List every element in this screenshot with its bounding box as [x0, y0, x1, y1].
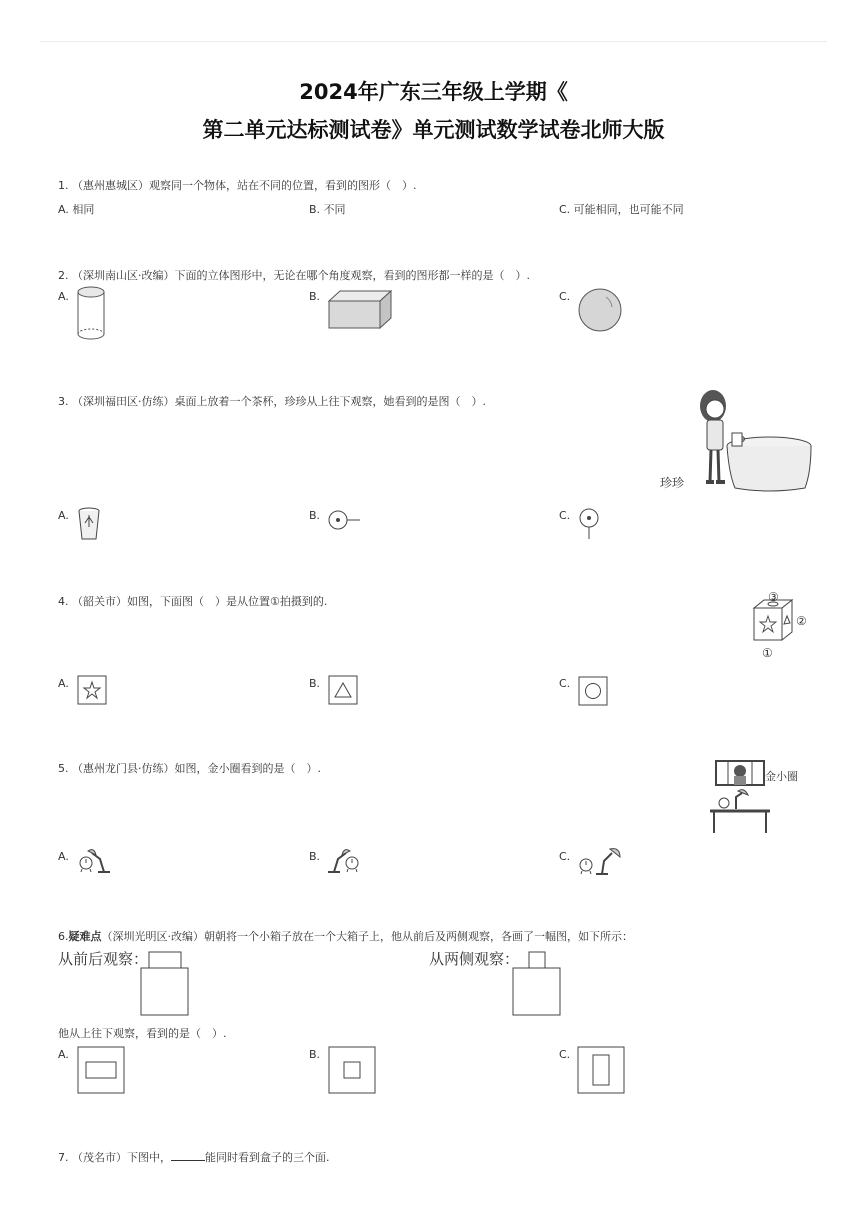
question-3-text: 3. （深圳福田区·仿练）桌面上放着一个茶杯，珍珍从上往下观察，她看到的是图（ ）.: [58, 395, 486, 408]
page-title-line-2: 第二单元达标测试卷》单元测试数学试卷北师大版: [202, 118, 665, 142]
q5-option-b[interactable]: B.: [309, 850, 321, 863]
q6-option-a[interactable]: A.: [58, 1048, 69, 1061]
cuboid-figure: [326, 287, 394, 331]
sphere-figure: [576, 287, 624, 333]
top-divider: [40, 41, 827, 42]
question-6-text: [58, 928, 633, 944]
top-view-small-square-figure: [328, 1046, 376, 1094]
star-in-square-figure: [77, 675, 107, 705]
teacup-top-view-handle-down-figure: [576, 505, 602, 545]
teacup-side-view-figure: [76, 503, 102, 543]
circle-in-square-figure: [578, 676, 608, 706]
position-1-label: ①: [762, 646, 773, 660]
q3-option-c[interactable]: C.: [559, 509, 571, 522]
top-view-wide-rectangle-figure: [77, 1046, 125, 1094]
q2-option-a[interactable]: A.: [58, 290, 69, 303]
q1-option-a[interactable]: A. 相同: [58, 203, 95, 216]
q6-option-c[interactable]: C.: [559, 1048, 571, 1061]
observer-name-label: 金小圈: [765, 770, 798, 783]
q5-option-a[interactable]: A.: [58, 850, 69, 863]
q1-option-c[interactable]: C. 可能相同，也可能不同: [559, 203, 684, 216]
cylinder-figure: [74, 284, 108, 344]
question-6-subquestion: 他从上往下观察，看到的是（ ）.: [58, 1027, 227, 1040]
question-7-suffix: 能同时看到盒子的三个面.: [205, 1151, 330, 1164]
q1-option-b[interactable]: B. 不同: [309, 203, 346, 216]
page-title-line-1: 2024年广东三年级上学期《: [299, 80, 568, 104]
position-3-label: ③: [768, 590, 779, 604]
question-2-text: 2. （深圳南山区·改编）下面的立体图形中，无论在哪个角度观察，看到的图形都一样的是（ ）.: [58, 269, 530, 282]
q3-option-b[interactable]: B.: [309, 509, 321, 522]
q5-option-c[interactable]: C.: [559, 850, 571, 863]
question-7-prefix: 7. （茂名市）下图中，: [58, 1151, 171, 1164]
q4-option-a[interactable]: A.: [58, 677, 69, 690]
question-4-text: 4. （韶关市）如图，下面图（ ）是从位置①拍摄到的.: [58, 595, 328, 608]
question-6-number: 6.: [58, 930, 69, 943]
q2-option-c[interactable]: C.: [559, 290, 571, 303]
position-2-label: ②: [796, 614, 807, 628]
side-view-figure: [512, 951, 562, 1017]
question-6-body: （深圳光明区·改编）朝朝将一个小箱子放在一个大箱子上，他从前后及两侧观察，各画了一幅图，如下所示：: [101, 930, 633, 943]
difficulty-tag: 疑难点: [68, 930, 102, 943]
teacup-top-view-handle-right-figure: [326, 508, 364, 532]
q4-option-c[interactable]: C.: [559, 677, 571, 690]
question-5-text: 5. （惠州龙门县·仿练）如图，金小圈看到的是（ ）.: [58, 762, 321, 775]
girl-name-label: 珍珍: [660, 476, 685, 490]
triangle-in-square-figure: [328, 675, 358, 705]
question-7-text: [58, 1149, 330, 1165]
q3-option-a[interactable]: A.: [58, 509, 69, 522]
q6-option-b[interactable]: B.: [309, 1048, 321, 1061]
question-1-text: 1. （惠州惠城区）观察同一个物体，站在不同的位置，看到的图形（ ）.: [58, 179, 417, 192]
answer-blank[interactable]: [171, 1151, 205, 1161]
side-view-label: 从两侧观察：: [429, 950, 520, 968]
front-back-view-figure: [140, 951, 190, 1017]
lamp-left-clock-right-figure: [326, 845, 362, 875]
clock-left-lamp-right-figure: [76, 845, 112, 875]
top-view-tall-rectangle-figure: [577, 1046, 625, 1094]
clock-with-lamp-behind-figure: [576, 845, 624, 877]
q2-option-b[interactable]: B.: [309, 290, 321, 303]
q4-option-b[interactable]: B.: [309, 677, 321, 690]
front-back-view-label: 从前后观察：: [58, 950, 149, 968]
